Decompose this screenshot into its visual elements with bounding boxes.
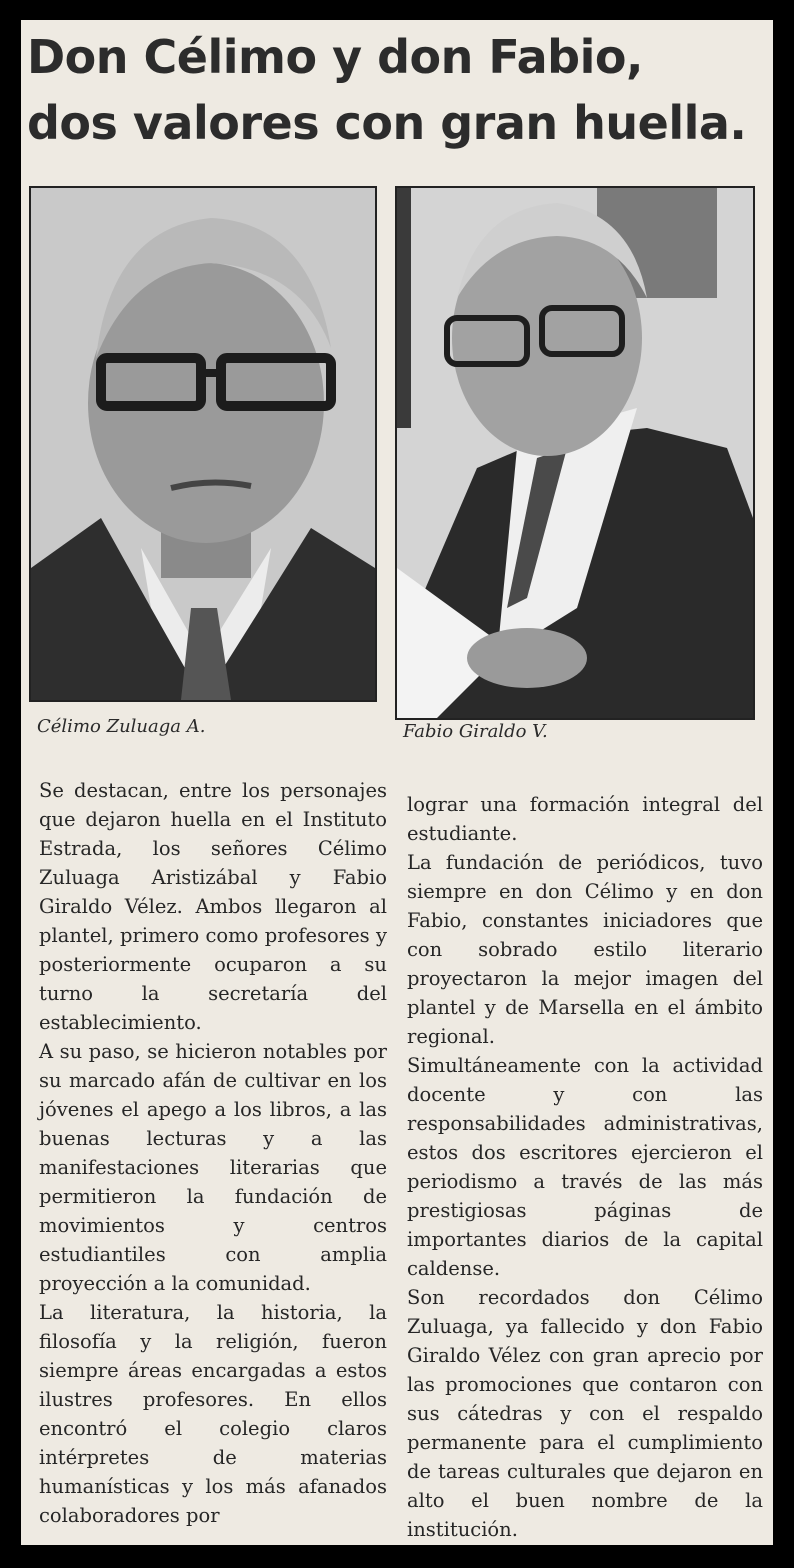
headline xyxy=(27,24,767,156)
paragraph: La literatura, la historia, la filosofía y la religión, fueron siempre áreas encargadas a estos ilustres profesores. En ellos encontró el colegio claros intérpretes de materias humanísticas y los más afanados colaboradores por xyxy=(39,1301,387,1527)
headline-line-1: Don Célimo y don Fabio, xyxy=(27,30,643,84)
paragraph: Se destacan, entre los personajes que dejaron huella en el Instituto Estrada, los señores Célimo Zuluaga Aristizábal y Fabio Giraldo Vélez. Ambos llegaron al plantel, primero como profesores y posteriormente ocuparon a su turno la secretaría del establecimiento. xyxy=(39,779,387,1034)
caption-celimo: Célimo Zuluaga A. xyxy=(37,716,206,737)
paragraph: La fundación de periódicos, tuvo siempre en don Célimo y en don Fabio, constantes iniciadores que con sobrado estilo literario proyectaron la mejor imagen del plantel y de Marsella en el ámbito regional. xyxy=(407,851,763,1048)
paragraph: lograr una formación integral del estudiante. xyxy=(407,793,763,845)
portrait-illustration-celimo xyxy=(31,188,375,700)
paragraph: A su paso, se hicieron notables por su marcado afán de cultivar en los jóvenes el apego a los libros, a las buenas lecturas y a las manifestaciones literarias que permitieron la fundación de movimientos y centros estudiantiles con amplia proyección a la comunidad. xyxy=(39,1040,387,1295)
paragraph: Simultáneamente con la actividad docente y con las responsabilidades administrativas, estos dos escritores ejercieron el periodismo a través de las más prestigiosas páginas de importantes diarios de la capital caldense. xyxy=(407,1054,763,1280)
newspaper-clipping xyxy=(21,20,773,1545)
caption-fabio: Fabio Giraldo V. xyxy=(403,721,548,742)
headline-line-2: dos valores con gran huella. xyxy=(27,96,747,150)
portrait-photo-fabio xyxy=(395,186,755,720)
portrait-illustration-fabio xyxy=(397,188,753,718)
portrait-photo-celimo xyxy=(29,186,377,702)
article-column-left xyxy=(39,776,387,1530)
paragraph: Son recordados don Célimo Zuluaga, ya fallecido y don Fabio Giraldo Vélez con gran aprecio por las promociones que contaron con sus cátedras y con el respaldo permanente para el cumplimiento de tareas culturales que dejaron en alto el buen nombre de la institución. xyxy=(407,1286,763,1541)
article-column-right xyxy=(407,790,763,1544)
